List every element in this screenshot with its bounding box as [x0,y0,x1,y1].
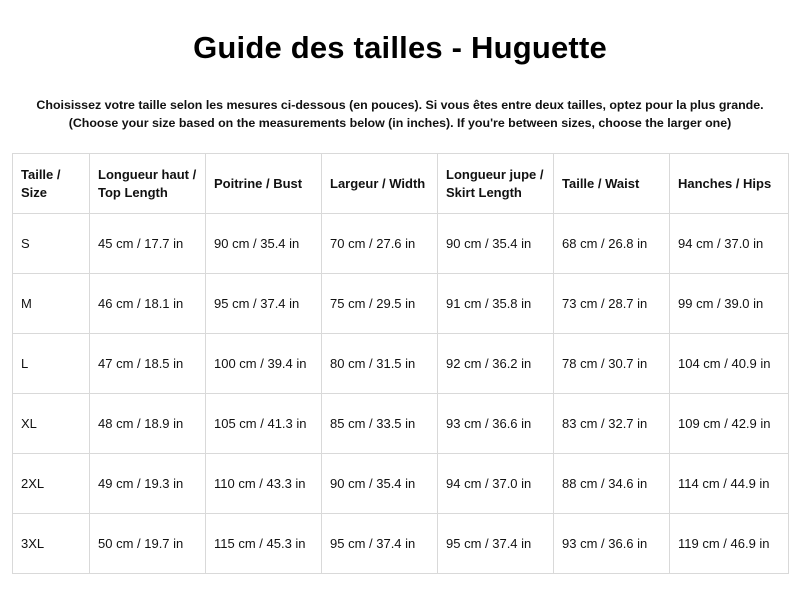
cell-skirt-length: 93 cm / 36.6 in [438,394,554,454]
cell-bust: 105 cm / 41.3 in [206,394,322,454]
cell-hips: 109 cm / 42.9 in [670,394,789,454]
cell-top-length: 47 cm / 18.5 in [90,334,206,394]
table-row [13,334,789,394]
header-bust: Poitrine / Bust [206,154,322,214]
cell-hips: 94 cm / 37.0 in [670,214,789,274]
cell-top-length: 50 cm / 19.7 in [90,514,206,574]
header-width: Largeur / Width [322,154,438,214]
cell-size: M [13,274,90,334]
intro-french: Choisissez votre taille selon les mesures ci-dessous (en pouces). Si vous êtes entre deux tailles, optez pour la plus grande. [36,98,764,112]
cell-bust: 110 cm / 43.3 in [206,454,322,514]
intro-text [0,96,800,132]
cell-width: 70 cm / 27.6 in [322,214,438,274]
cell-size: 2XL [13,454,90,514]
intro-english: (Choose your size based on the measurements below (in inches). If you're between sizes, choose the larger one) [68,116,732,130]
cell-waist: 73 cm / 28.7 in [554,274,670,334]
cell-skirt-length: 92 cm / 36.2 in [438,334,554,394]
header-waist: Taille / Waist [554,154,670,214]
header-size: Taille / Size [13,154,90,214]
cell-bust: 100 cm / 39.4 in [206,334,322,394]
cell-waist: 68 cm / 26.8 in [554,214,670,274]
cell-bust: 90 cm / 35.4 in [206,214,322,274]
page-title: Guide des tailles - Huguette [193,30,607,65]
cell-hips: 99 cm / 39.0 in [670,274,789,334]
cell-size: L [13,334,90,394]
cell-waist: 93 cm / 36.6 in [554,514,670,574]
table-row [13,394,789,454]
cell-skirt-length: 91 cm / 35.8 in [438,274,554,334]
cell-waist: 78 cm / 30.7 in [554,334,670,394]
cell-bust: 95 cm / 37.4 in [206,274,322,334]
table-header-row [13,154,789,214]
table-row [13,214,789,274]
cell-size: S [13,214,90,274]
cell-bust: 115 cm / 45.3 in [206,514,322,574]
table-row [13,514,789,574]
cell-top-length: 45 cm / 17.7 in [90,214,206,274]
header-hips: Hanches / Hips [670,154,789,214]
cell-top-length: 48 cm / 18.9 in [90,394,206,454]
cell-hips: 119 cm / 46.9 in [670,514,789,574]
cell-waist: 88 cm / 34.6 in [554,454,670,514]
header-top-length: Longueur haut / Top Length [90,154,206,214]
table-row [13,274,789,334]
cell-skirt-length: 90 cm / 35.4 in [438,214,554,274]
cell-top-length: 46 cm / 18.1 in [90,274,206,334]
cell-hips: 114 cm / 44.9 in [670,454,789,514]
cell-size: 3XL [13,514,90,574]
cell-size: XL [13,394,90,454]
cell-waist: 83 cm / 32.7 in [554,394,670,454]
cell-skirt-length: 95 cm / 37.4 in [438,514,554,574]
cell-width: 90 cm / 35.4 in [322,454,438,514]
cell-skirt-length: 94 cm / 37.0 in [438,454,554,514]
cell-width: 80 cm / 31.5 in [322,334,438,394]
cell-top-length: 49 cm / 19.3 in [90,454,206,514]
cell-width: 95 cm / 37.4 in [322,514,438,574]
cell-width: 75 cm / 29.5 in [322,274,438,334]
cell-width: 85 cm / 33.5 in [322,394,438,454]
table-row [13,454,789,514]
cell-hips: 104 cm / 40.9 in [670,334,789,394]
size-table [12,153,789,574]
header-skirt-length: Longueur jupe / Skirt Length [438,154,554,214]
